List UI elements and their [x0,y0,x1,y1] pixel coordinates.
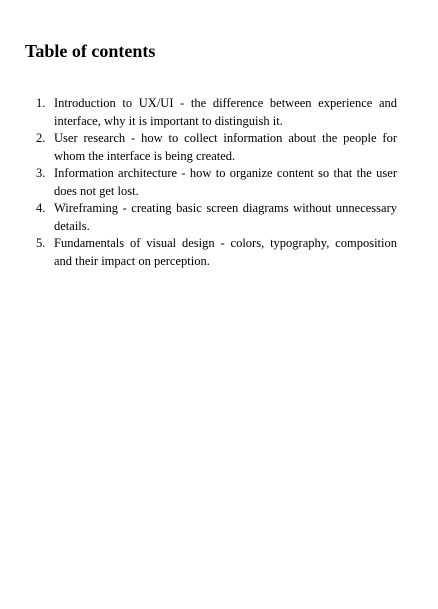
toc-item-number: 5. [36,236,46,250]
toc-item-1 [0,95,438,130]
toc-item-number: 4. [36,201,46,215]
toc-item-number: 2. [36,131,46,145]
toc-item-text: Information architecture - how to organize content so that the user does not get lost. [54,166,397,198]
toc-item-text: Fundamentals of visual design - colors, typography, composition and their impact on perception. [54,236,397,268]
toc-list [0,95,438,270]
toc-item-3 [0,165,438,200]
toc-item-number: 1. [36,96,46,110]
toc-item-text: Wireframing - creating basic screen diagrams without unnecessary details. [54,201,397,233]
toc-item-number: 3. [36,166,46,180]
page-title: Table of contents [25,41,156,61]
toc-item-5 [0,235,438,270]
toc-item-2 [0,130,438,165]
toc-item-text: User research - how to collect information about the people for whom the interface is being created. [54,131,397,163]
toc-item-text: Introduction to UX/UI - the difference between experience and interface, why it is important to distinguish it. [54,96,397,128]
toc-item-4 [0,200,438,235]
